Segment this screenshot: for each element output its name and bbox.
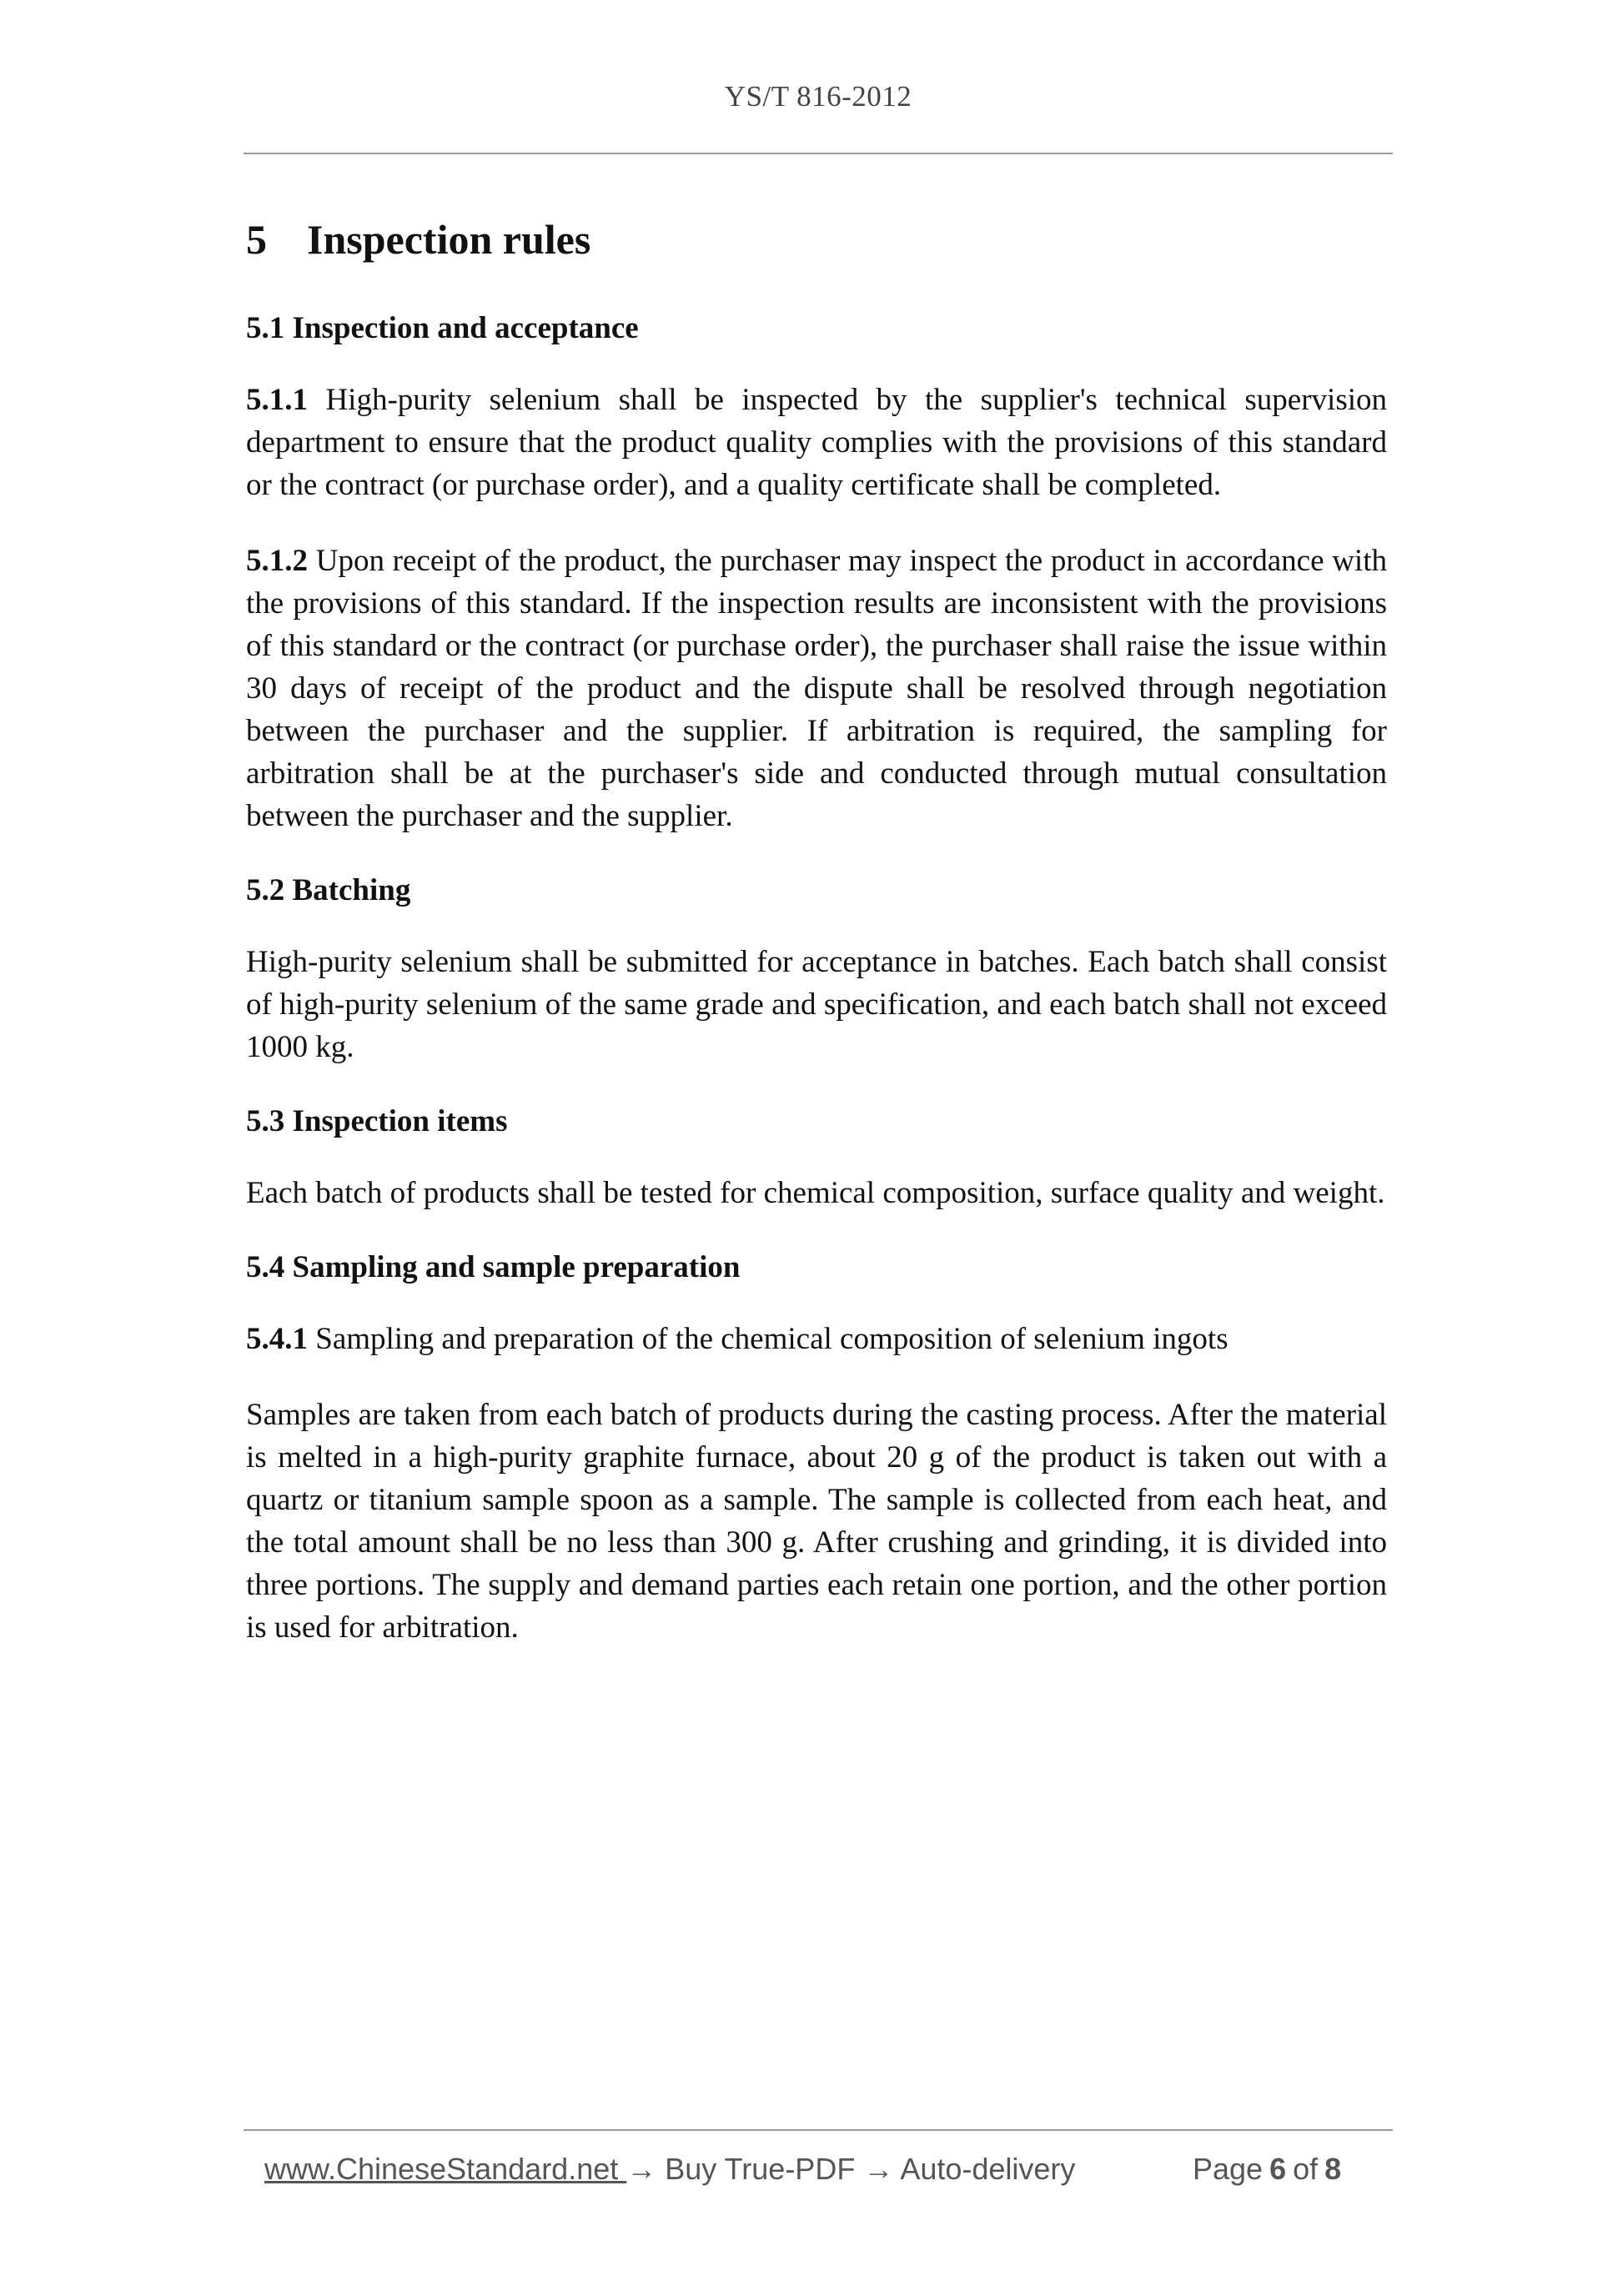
page-current: 6: [1269, 2152, 1287, 2186]
subsection-5-2-heading: 5.2 Batching: [246, 873, 411, 908]
header-divider: [244, 153, 1393, 154]
clause-number: 5.1.2: [246, 544, 308, 579]
batching-paragraph: High-purity selenium shall be submitted for acceptance in batches. Each batch shall consist of high-purity selenium of the same grade and specification, and each batch shall not exceed 1000 kg.: [246, 945, 1387, 1065]
website-link[interactable]: www.ChineseStandard.net: [264, 2152, 627, 2186]
inspection-items-paragraph: Each batch of products shall be tested for chemical composition, surface quality and weight.: [246, 1176, 1385, 1211]
page-word: Page: [1193, 2152, 1264, 2186]
document-id-header: YS/T 816-2012: [724, 80, 912, 113]
section-number: 5: [246, 216, 267, 263]
page-indicator: [1193, 2152, 1348, 2187]
clause-text: High-purity selenium shall be inspected by the supplier's technical supervision department to ensure that the product quality complies with the provisions of this standard or the contract (or purchase order), and a quality certificate shall be completed.: [246, 383, 1387, 503]
footer-tagline: → Buy True-PDF → Auto-delivery: [626, 2152, 1076, 2186]
clause-text: Sampling and preparation of the chemical composition of selenium ingots: [308, 1322, 1229, 1357]
sampling-paragraph: Samples are taken from each batch of products during the casting process. After the material is melted in a high-purity graphite furnace, about 20 g of the product is taken out with a quartz or titanium sample spoon as a sample. The sample is collected from each heat, and the total amount shall be no less than 300 g. After crushing and grinding, it is divided into three portions. The supply and demand parties each retain one portion, and the other portion is used for arbitration.: [246, 1398, 1387, 1645]
page-content: [246, 213, 1387, 1682]
clause-5-4-1: [246, 1318, 1387, 1360]
clause-number: 5.4.1: [246, 1322, 308, 1357]
clause-5-1-1: [246, 379, 1387, 506]
page-of: of: [1293, 2152, 1319, 2186]
footer-divider: [244, 2129, 1393, 2131]
page-total: 8: [1324, 2152, 1342, 2186]
section-5-heading: [246, 213, 1387, 267]
clause-number: 5.1.1: [246, 383, 308, 418]
section-title: Inspection rules: [307, 216, 591, 263]
clause-5-1-2: [246, 540, 1387, 837]
clause-text: Upon receipt of the product, the purchaser may inspect the product in accordance with the provisions of this standard. If the inspection results are inconsistent with the provisions of this standard or the contract (or purchase order), the purchaser shall raise the issue within 30 days of receipt of the product and the dispute shall be resolved through negotiation between the purchaser and the supplier. If arbitration is required, the sampling for arbitration shall be at the purchaser's side and conducted through mutual consultation between the purchaser and the supplier.: [246, 544, 1387, 834]
page-footer: [264, 2152, 1390, 2187]
subsection-5-4-heading: 5.4 Sampling and sample preparation: [246, 1250, 741, 1285]
subsection-5-1-heading: 5.1 Inspection and acceptance: [246, 311, 639, 345]
subsection-5-3-heading: 5.3 Inspection items: [246, 1104, 508, 1139]
